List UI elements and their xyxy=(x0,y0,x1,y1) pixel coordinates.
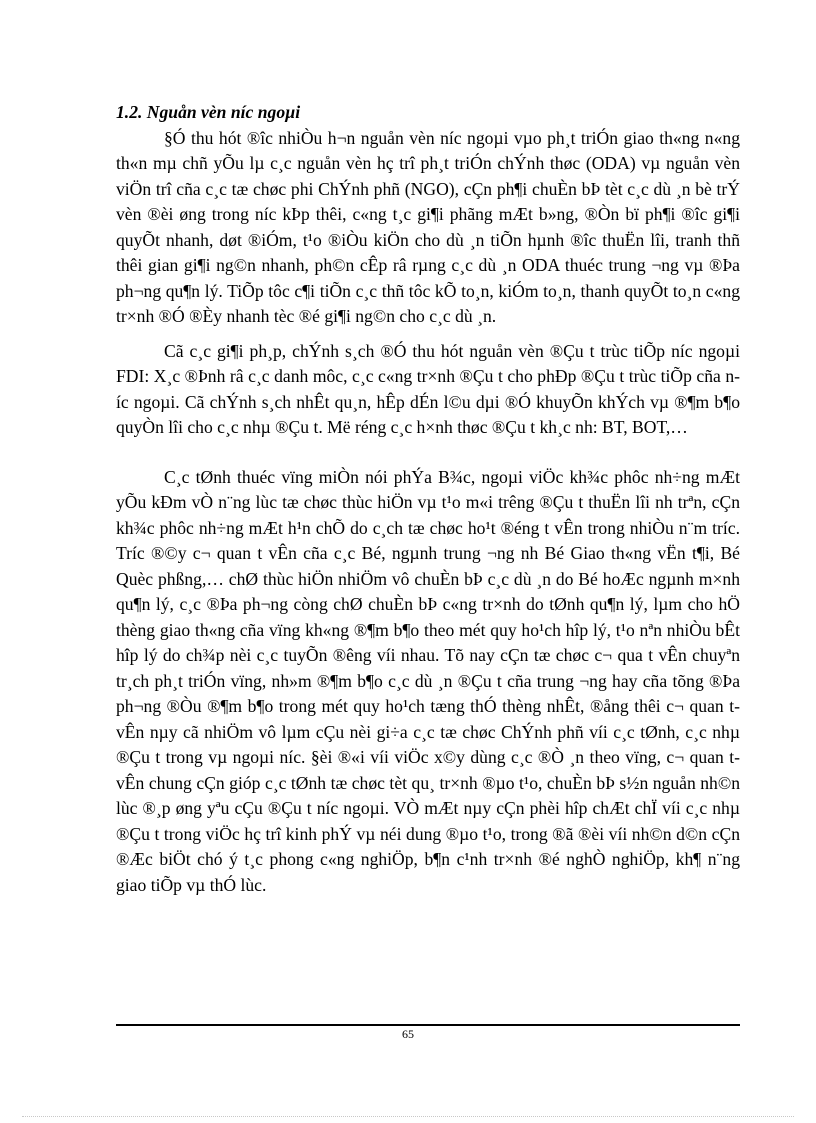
paragraph-3: C¸c tØnh thuéc vïng miÒn nói phÝa B¾c, ngoµi viÖc kh¾c phôc nh÷ng mÆt yÕu kÐm vÒ n¨ng lùc tæ chøc thùc hiÖn vµ t¹o m«i trêng ®Çu t thuËn lîi nh trªn, cÇn kh¾c phôc nh÷ng mÆt h¹n chÕ do c¸ch tæ chøc ho¹t ®éng t vÊn trong nhiÒu n¨m tríc. Tríc ®©y c¬ quan t vÊn cña c¸c Bé, ngµnh trung ¬ng nh Bé Giao th«ng vËn t¶i, Bé Quèc phßng,… chØ thùc hiÖn nhiÖm vô chuÈn bÞ c¸c dù ¸n do Bé hoÆc ngµnh m×nh qu¶n lý, c¸c ®Þa ph¬ng còng chØ chuÈn bÞ c«ng tr×nh do tØnh qu¶n lý, lµm cho hÖ thèng giao th«ng cña vïng kh«ng ®¶m b¶o theo mét quy ho¹ch hîp lý, t¹o nªn nhiÒu bÊt hîp lý do ch¾p nèi c¸c tuyÕn ®êng víi nhau. Tõ nay cÇn tæ chøc c¬ qua t vÊn chuyªn tr¸ch ph¸t triÓn vïng, nh»m ®¶m b¶o c¸c dù ¸n ®Çu t cña trung ¬ng hay cña tõng ®Þa ph¬ng ®Òu ®¶m b¶o trong mét quy ho¹ch tæng thÓ thèng nhÊt, ®ång thêi c¬ quan t vÊn nµy cã nhiÖm vô lµm cÇu nèi gi÷a c¸c tæ chøc ChÝnh phñ víi c¸c tØnh, c¸c nhµ ®Çu t trong vµ ngoµi níc. §èi ®«i víi viÖc x©y dùng c¸c ®Ò ¸n theo vïng, c¬ quan t vÊn chung cÇn gióp c¸c tØnh tæ chøc tèt qu¸ tr×nh ®µo t¹o, chuÈn bÞ s½n nguån nh©n lùc ®¸p øng yªu cÇu ®Çu t níc ngoµi. VÒ mÆt nµy cÇn phèi hîp chÆt chÏ víi c¸c nhµ ®Çu t trong viÖc hç trî kinh phÝ vµ néi dung ®µo t¹o, trong ®ã ®èi víi nh©n d©n cÇn ®Æc biÖt chó ý t¸c phong c«ng nghiÖp, b¶n c¹nh tr×nh ®é nghÒ nghiÖp, kh¶ n¨ng giao tiÕp vµ thÓ lùc. xyxy=(116,466,740,895)
paragraph-2: Cã c¸c gi¶i ph¸p, chÝnh s¸ch ®Ó thu hót nguån vèn ®Çu t trùc tiÕp níc ngoµi FDI: X¸c ®Þnh râ c¸c danh môc, c¸c c«ng tr×nh ®Çu t cho phÐp ®Çu t trùc tiÕp cña níc ngoµi. Cã chÝnh s¸ch nhÊt qu¸n, hÊp dÉn l©u dµi ®Ó khuyÕn khÝch vµ ®¶m b¶o quyÒn lîi cho c¸c nhµ ®Çu t. Më réng c¸c h×nh thøc ®Çu t kh¸c nh: BT, BOT,… xyxy=(116,340,740,437)
page-number: 65 xyxy=(402,1027,414,1041)
section-heading: 1.2. Nguån vèn níc ngoµi xyxy=(116,102,301,122)
page-content xyxy=(116,100,740,898)
paragraph-1: §Ó thu hót ®îc nhiÒu h¬n nguån vèn níc ngoµi vµo ph¸t triÓn giao th«ng n«ng th«n mµ chñ yÕu lµ c¸c nguån vèn hç trî ph¸t triÓn chÝnh thøc (ODA) vµ nguån vèn viÖn trî cña c¸c tæ chøc phi ChÝnh phñ (NGO), cÇn ph¶i chuÈn bÞ tèt c¸c dù ¸n bè trÝ vèn ®èi øng trong níc kÞp thêi, c«ng t¸c gi¶i phãng mÆt b»ng, ®Òn bï ph¶i ®îc gi¶i quyÕt nhanh, døt ®iÓm, t¹o ®iÒu kiÖn cho dù ¸n tiÕn hµnh ®îc thuËn lîi, tranh thñ thêi gian gi¶i ng©n nhanh, ph©n cÊp râ rµng c¸c dù ¸n ODA thuéc trung ¬ng vµ ®Þa ph¬ng qu¶n lý. TiÕp tôc c¶i tiÕn c¸c thñ tôc kÕ to¸n, kiÓm to¸n, thanh quyÕt to¸n c«ng tr×nh ®Ó ®Èy nhanh tèc ®é gi¶i ng©n cho c¸c dù ¸n. xyxy=(116,127,740,326)
footer-rule xyxy=(116,1024,740,1026)
page-bottom-dotted-line xyxy=(22,1116,794,1117)
